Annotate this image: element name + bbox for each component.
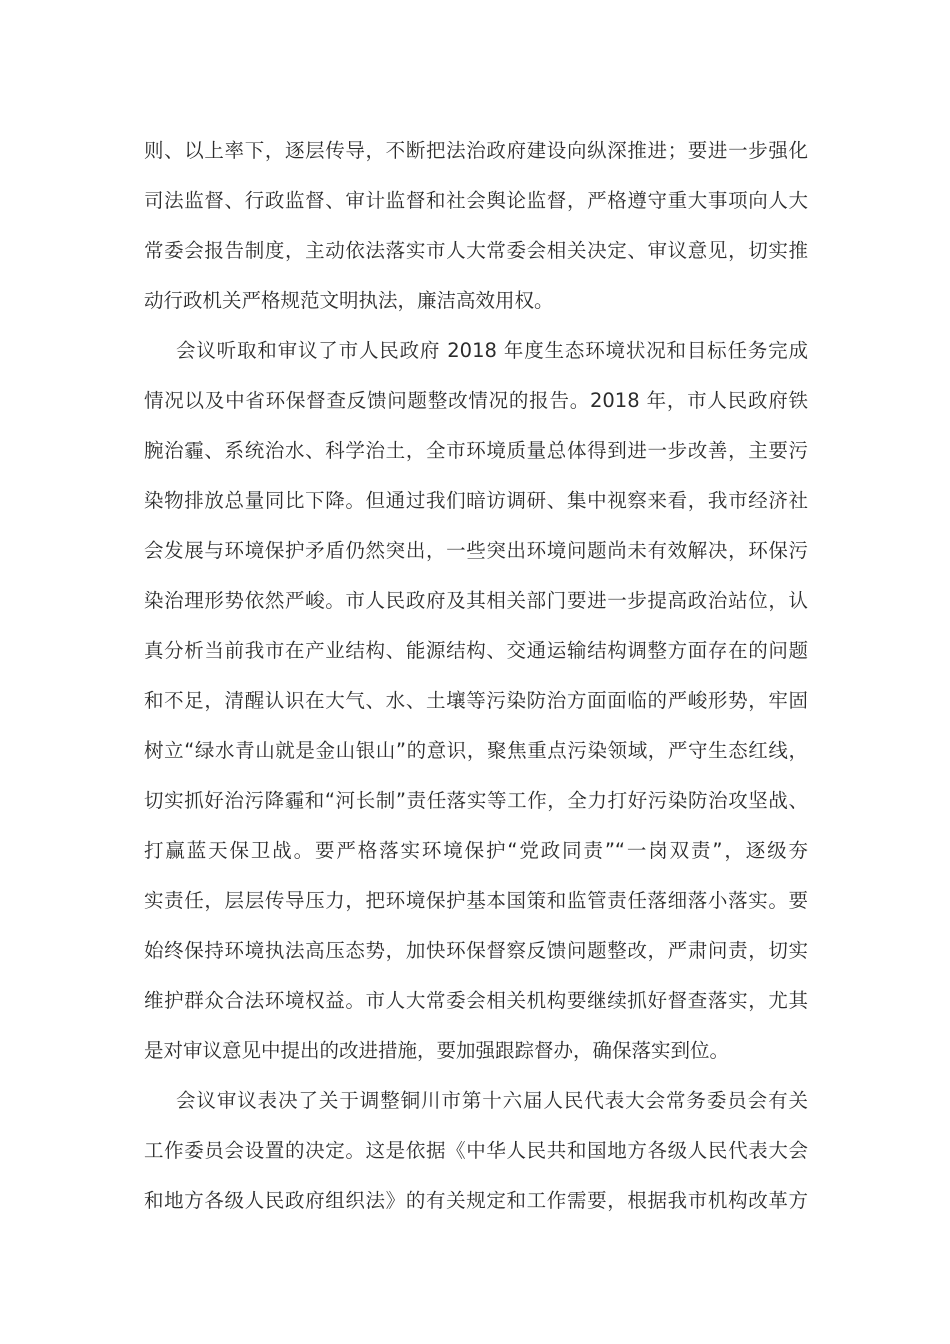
- text-line: 工作委员会设置的决定。这是依据《中华人民共和国地方各级人民代表大会: [144, 1139, 808, 1162]
- text-line: 是对审议意见中提出的改进措施，要加强跟踪督办，确保落实到位。: [144, 1039, 730, 1062]
- paragraph-first-line: 会议审议表决了关于调整铜川市第十六届人民代表大会常务委员会有关: [176, 1089, 808, 1112]
- text-line: 切实抓好治污降霾和“河长制”责任落实等工作，全力打好污染防治攻坚战、: [144, 789, 808, 812]
- text-line: 打赢蓝天保卫战。要严格落实环境保护“党政同责”“一岗双责”，逐级夯: [144, 839, 808, 862]
- text-line: 维护群众合法环境权益。市人大常委会相关机构要继续抓好督查落实，尤其: [144, 989, 808, 1012]
- text-line: 情况以及中省环保督查反馈问题整改情况的报告。2018 年，市人民政府铁: [144, 389, 808, 412]
- paragraph-first-line: 会议听取和审议了市人民政府 2018 年度生态环境状况和目标任务完成: [176, 339, 808, 362]
- text-line: 实责任，层层传导压力，把环境保护基本国策和监管责任落细落小落实。要: [144, 889, 808, 912]
- text-line: 染物排放总量同比下降。但通过我们暗访调研、集中视察来看，我市经济社: [144, 489, 808, 512]
- text-line: 染治理形势依然严峻。市人民政府及其相关部门要进一步提高政治站位，认: [144, 589, 808, 612]
- text-line: 树立“绿水青山就是金山银山”的意识，聚焦重点污染领域，严守生态红线，: [144, 739, 808, 762]
- text-line: 和不足，清醒认识在大气、水、土壤等污染防治方面面临的严峻形势，牢固: [144, 689, 808, 712]
- text-line: 真分析当前我市在产业结构、能源结构、交通运输结构调整方面存在的问题: [144, 639, 808, 662]
- text-line: 司法监督、行政监督、审计监督和社会舆论监督，严格遵守重大事项向人大: [144, 189, 808, 212]
- text-line: 会发展与环境保护矛盾仍然突出，一些突出环境问题尚未有效解决，环保污: [144, 539, 808, 562]
- text-line: 常委会报告制度，主动依法落实市人大常委会相关决定、审议意见，切实推: [144, 239, 808, 262]
- text-line: 则、以上率下，逐层传导，不断把法治政府建设向纵深推进；要进一步强化: [144, 139, 808, 162]
- text-line: 始终保持环境执法高压态势，加快环保督察反馈问题整改，严肃问责，切实: [144, 939, 808, 962]
- text-line: 动行政机关严格规范文明执法，廉洁高效用权。: [144, 289, 554, 312]
- text-line: 和地方各级人民政府组织法》的有关规定和工作需要，根据我市机构改革方: [144, 1189, 808, 1212]
- text-line: 腕治霾、系统治水、科学治土，全市环境质量总体得到进一步改善，主要污: [144, 439, 808, 462]
